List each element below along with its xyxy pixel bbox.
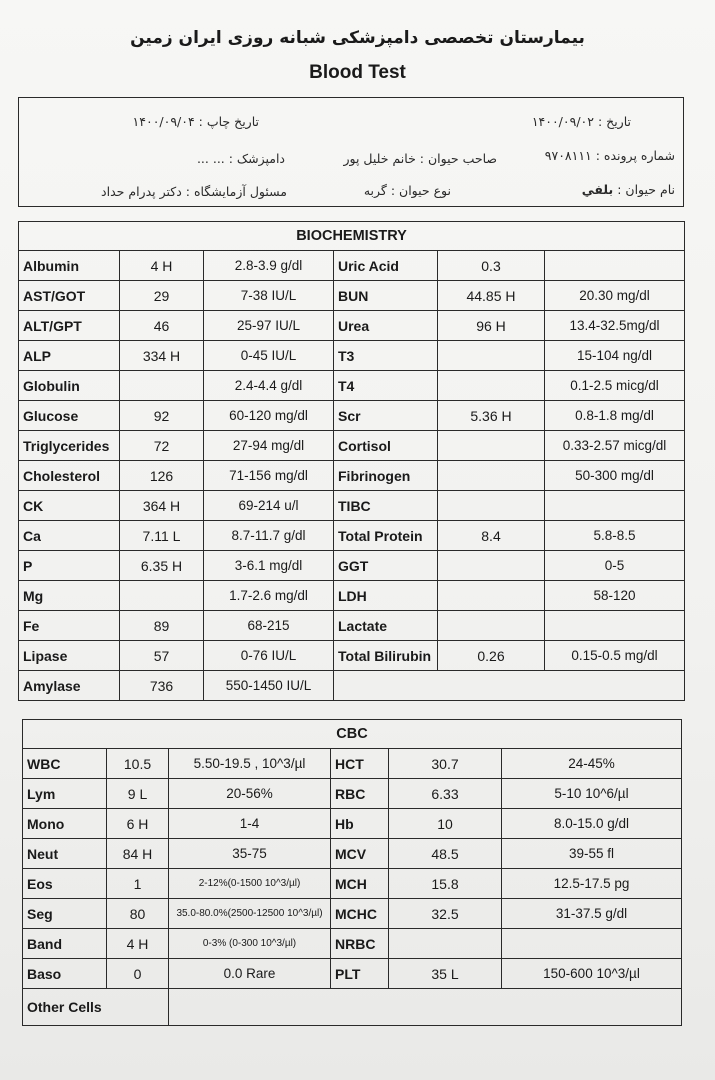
animal-name-field bbox=[582, 182, 675, 197]
test-value: 0.26 bbox=[438, 641, 545, 671]
reference-range bbox=[545, 611, 685, 641]
test-name: BUN bbox=[334, 281, 438, 311]
reference-range: 0-45 IU/L bbox=[204, 341, 334, 371]
test-value: 32.5 bbox=[389, 899, 502, 929]
test-value bbox=[389, 929, 502, 959]
reference-range: 0-76 IU/L bbox=[204, 641, 334, 671]
test-value: 0 bbox=[107, 959, 169, 989]
biochemistry-table bbox=[18, 221, 685, 701]
test-name: RBC bbox=[331, 779, 389, 809]
animal-type: نوع حیوان : گربه bbox=[363, 183, 451, 198]
test-name: Fibrinogen bbox=[334, 461, 438, 491]
reference-range: 31-37.5 g/dl bbox=[502, 899, 682, 929]
test-value bbox=[438, 581, 545, 611]
reference-range: 68-215 bbox=[204, 611, 334, 641]
reference-range: 71-156 mg/dl bbox=[204, 461, 334, 491]
test-name: Total Protein bbox=[334, 521, 438, 551]
test-value: 10.5 bbox=[107, 749, 169, 779]
table-row bbox=[19, 311, 685, 341]
table-row bbox=[19, 461, 685, 491]
patient-info-box bbox=[18, 97, 684, 207]
test-name: AST/GOT bbox=[19, 281, 120, 311]
table-row bbox=[19, 581, 685, 611]
vet-name: دامپزشک : ... ... bbox=[196, 151, 285, 166]
test-name: Lactate bbox=[334, 611, 438, 641]
table-row bbox=[23, 929, 682, 959]
test-name: Lym bbox=[23, 779, 107, 809]
reference-range: 20-56% bbox=[169, 779, 331, 809]
test-name: GGT bbox=[334, 551, 438, 581]
test-name: Globulin bbox=[19, 371, 120, 401]
reference-range: 8.7-11.7 g/dl bbox=[204, 521, 334, 551]
table-row bbox=[19, 521, 685, 551]
test-value: 6.35 H bbox=[120, 551, 204, 581]
table-row bbox=[23, 779, 682, 809]
reference-range: 0.15-0.5 mg/dl bbox=[545, 641, 685, 671]
file-number: شماره پرونده : ۹۷۰۸۱۱۱ bbox=[544, 148, 675, 163]
reference-range: 0.1-2.5 micg/dl bbox=[545, 371, 685, 401]
test-value: 334 H bbox=[120, 341, 204, 371]
reference-range: 69-214 u/l bbox=[204, 491, 334, 521]
table-row bbox=[19, 401, 685, 431]
test-name: ALT/GPT bbox=[19, 311, 120, 341]
test-value bbox=[120, 371, 204, 401]
test-value: 92 bbox=[120, 401, 204, 431]
test-value: 8.4 bbox=[438, 521, 545, 551]
test-value: 46 bbox=[120, 311, 204, 341]
test-name: Baso bbox=[23, 959, 107, 989]
test-name: Seg bbox=[23, 899, 107, 929]
test-value: 29 bbox=[120, 281, 204, 311]
test-name: PLT bbox=[331, 959, 389, 989]
test-value bbox=[438, 431, 545, 461]
test-name: MCV bbox=[331, 839, 389, 869]
test-name: Mg bbox=[19, 581, 120, 611]
reference-range: 35.0-80.0%(2500-12500 10^3/µl) bbox=[169, 899, 331, 929]
test-value: 6.33 bbox=[389, 779, 502, 809]
animal-name: بلفي bbox=[581, 182, 614, 197]
cbc-title: CBC bbox=[23, 720, 682, 749]
reference-range: 5.8-8.5 bbox=[545, 521, 685, 551]
test-name: Albumin bbox=[19, 251, 120, 281]
reference-range: 35-75 bbox=[169, 839, 331, 869]
test-name: Uric Acid bbox=[334, 251, 438, 281]
reference-range: 1-4 bbox=[169, 809, 331, 839]
reference-range: 20.30 mg/dl bbox=[545, 281, 685, 311]
test-value: 10 bbox=[389, 809, 502, 839]
reference-range: 7-38 IU/L bbox=[204, 281, 334, 311]
test-name: MCH bbox=[331, 869, 389, 899]
reference-range: 8.0-15.0 g/dl bbox=[502, 809, 682, 839]
reference-range: 5-10 10^6/µl bbox=[502, 779, 682, 809]
test-name: T3 bbox=[334, 341, 438, 371]
test-value: 57 bbox=[120, 641, 204, 671]
table-row bbox=[19, 611, 685, 641]
reference-range: 0.33-2.57 micg/dl bbox=[545, 431, 685, 461]
reference-range bbox=[545, 491, 685, 521]
test-value: 126 bbox=[120, 461, 204, 491]
test-name: NRBC bbox=[331, 929, 389, 959]
owner-name: صاحب حیوان : خانم خلیل پور bbox=[343, 151, 497, 166]
reference-range: 2-12%(0-1500 10^3/µl) bbox=[169, 869, 331, 899]
other-cells-label: Other Cells bbox=[23, 989, 169, 1026]
table-row bbox=[23, 899, 682, 929]
test-value: 1 bbox=[107, 869, 169, 899]
test-value bbox=[120, 581, 204, 611]
report-title: Blood Test bbox=[309, 62, 406, 83]
reference-range: 58-120 bbox=[545, 581, 685, 611]
test-value bbox=[438, 611, 545, 641]
print-date: تاریخ چاپ : ۱۴۰۰/۰۹/۰۴ bbox=[132, 114, 259, 129]
table-row bbox=[19, 671, 685, 701]
test-name: WBC bbox=[23, 749, 107, 779]
test-value: 35 L bbox=[389, 959, 502, 989]
empty-cell bbox=[334, 671, 685, 701]
test-value: 4 H bbox=[107, 929, 169, 959]
reference-range: 15-104 ng/dl bbox=[545, 341, 685, 371]
test-name: HCT bbox=[331, 749, 389, 779]
reference-range: 12.5-17.5 pg bbox=[502, 869, 682, 899]
test-value: 0.3 bbox=[438, 251, 545, 281]
test-value bbox=[438, 461, 545, 491]
reference-range: 50-300 mg/dl bbox=[545, 461, 685, 491]
test-name: T4 bbox=[334, 371, 438, 401]
reference-range: 150-600 10^3/µl bbox=[502, 959, 682, 989]
test-name: Fe bbox=[19, 611, 120, 641]
other-cells-row bbox=[23, 989, 682, 1026]
reference-range: 27-94 mg/dl bbox=[204, 431, 334, 461]
table-row bbox=[19, 371, 685, 401]
table-row bbox=[23, 869, 682, 899]
reference-range: 5.50-19.5 , 10^3/µl bbox=[169, 749, 331, 779]
reference-range: 25-97 IU/L bbox=[204, 311, 334, 341]
table-row bbox=[19, 341, 685, 371]
test-name: Total Bilirubin bbox=[334, 641, 438, 671]
test-name: CK bbox=[19, 491, 120, 521]
test-name: Hb bbox=[331, 809, 389, 839]
reference-range: 39-55 fl bbox=[502, 839, 682, 869]
reference-range: 0-3% (0-300 10^3/µl) bbox=[169, 929, 331, 959]
test-value: 7.11 L bbox=[120, 521, 204, 551]
test-value: 6 H bbox=[107, 809, 169, 839]
test-name: Neut bbox=[23, 839, 107, 869]
test-name: Scr bbox=[334, 401, 438, 431]
test-name: Lipase bbox=[19, 641, 120, 671]
test-value: 736 bbox=[120, 671, 204, 701]
reference-range: 1.7-2.6 mg/dl bbox=[204, 581, 334, 611]
lab-manager: مسئول آزمایشگاه : دکتر پدرام حداد bbox=[101, 184, 287, 199]
test-value: 30.7 bbox=[389, 749, 502, 779]
test-name: Mono bbox=[23, 809, 107, 839]
reference-range: 2.8-3.9 g/dl bbox=[204, 251, 334, 281]
table-row bbox=[19, 641, 685, 671]
table-row bbox=[19, 551, 685, 581]
reference-range: 60-120 mg/dl bbox=[204, 401, 334, 431]
reference-range: 550-1450 IU/L bbox=[204, 671, 334, 701]
test-name: Amylase bbox=[19, 671, 120, 701]
reference-range: 3-6.1 mg/dl bbox=[204, 551, 334, 581]
table-row bbox=[19, 431, 685, 461]
test-name: Ca bbox=[19, 521, 120, 551]
test-name: Triglycerides bbox=[19, 431, 120, 461]
table-row bbox=[23, 959, 682, 989]
test-value: 9 L bbox=[107, 779, 169, 809]
table-row bbox=[23, 839, 682, 869]
reference-range: 24-45% bbox=[502, 749, 682, 779]
test-name: Cholesterol bbox=[19, 461, 120, 491]
reference-range: 0.8-1.8 mg/dl bbox=[545, 401, 685, 431]
biochemistry-title: BIOCHEMISTRY bbox=[19, 222, 685, 251]
test-value: 4 H bbox=[120, 251, 204, 281]
reference-range bbox=[502, 929, 682, 959]
table-row bbox=[19, 281, 685, 311]
test-value bbox=[438, 371, 545, 401]
reference-range: 13.4-32.5mg/dl bbox=[545, 311, 685, 341]
test-value: 48.5 bbox=[389, 839, 502, 869]
reference-range: 2.4-4.4 g/dl bbox=[204, 371, 334, 401]
test-value bbox=[438, 551, 545, 581]
table-row bbox=[19, 491, 685, 521]
test-name: MCHC bbox=[331, 899, 389, 929]
animal-name-label: نام حیوان : bbox=[617, 182, 675, 197]
test-value: 84 H bbox=[107, 839, 169, 869]
test-name: Eos bbox=[23, 869, 107, 899]
test-value: 364 H bbox=[120, 491, 204, 521]
test-name: P bbox=[19, 551, 120, 581]
test-name: LDH bbox=[334, 581, 438, 611]
other-cells-value bbox=[169, 989, 682, 1026]
test-name: Band bbox=[23, 929, 107, 959]
test-value bbox=[438, 341, 545, 371]
test-name: Glucose bbox=[19, 401, 120, 431]
test-value: 96 H bbox=[438, 311, 545, 341]
test-value: 72 bbox=[120, 431, 204, 461]
test-value: 5.36 H bbox=[438, 401, 545, 431]
reference-range: 0.0 Rare bbox=[169, 959, 331, 989]
test-name: Cortisol bbox=[334, 431, 438, 461]
table-row bbox=[19, 251, 685, 281]
test-name: Urea bbox=[334, 311, 438, 341]
table-row bbox=[23, 749, 682, 779]
test-value: 89 bbox=[120, 611, 204, 641]
table-row bbox=[23, 809, 682, 839]
hospital-name: بیمارستان تخصصی دامپزشکی شبانه روزی ایران زمین bbox=[130, 28, 585, 48]
test-name: ALP bbox=[19, 341, 120, 371]
test-value: 44.85 H bbox=[438, 281, 545, 311]
test-value: 15.8 bbox=[389, 869, 502, 899]
test-name: TIBC bbox=[334, 491, 438, 521]
reference-range bbox=[545, 251, 685, 281]
reference-range: 0-5 bbox=[545, 551, 685, 581]
test-value bbox=[438, 491, 545, 521]
cbc-table bbox=[22, 719, 682, 1026]
test-value: 80 bbox=[107, 899, 169, 929]
report-date: تاریخ : ۱۴۰۰/۰۹/۰۲ bbox=[531, 114, 631, 129]
